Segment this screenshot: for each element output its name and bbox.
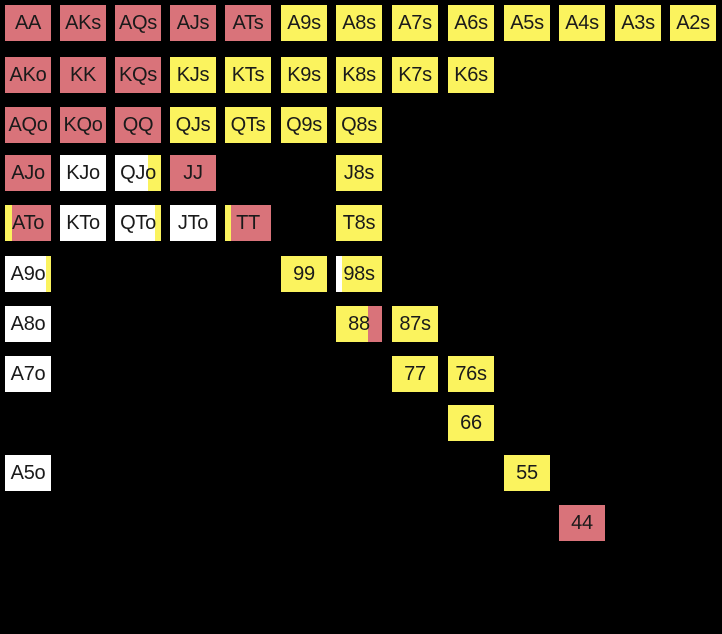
- hand-cell-q8s[interactable]: [334, 105, 384, 145]
- hand-cell-ajs[interactable]: [168, 3, 218, 43]
- hand-cell-jto[interactable]: [168, 203, 218, 243]
- hand-cell-label: KTo: [66, 211, 100, 234]
- hand-cell-a7s[interactable]: [390, 3, 440, 43]
- hand-cell-a8o[interactable]: [3, 304, 53, 344]
- hand-cell-mix-bar: [225, 205, 231, 241]
- hand-cell-kjo[interactable]: [58, 153, 108, 193]
- hand-cell-label: 77: [404, 362, 426, 385]
- hand-cell-ajo[interactable]: [3, 153, 53, 193]
- hand-cell-a6s[interactable]: [446, 3, 496, 43]
- hand-cell-aqo[interactable]: [3, 105, 53, 145]
- hand-cell-a3s[interactable]: [613, 3, 663, 43]
- hand-cell-qts[interactable]: [223, 105, 273, 145]
- hand-cell-aa[interactable]: [3, 3, 53, 43]
- hand-cell-label: A2s: [676, 11, 710, 34]
- hand-cell-label: QTs: [230, 113, 266, 136]
- hand-cell-label: K6s: [454, 63, 488, 86]
- hand-cell-label: KTs: [231, 63, 265, 86]
- hand-cell-label: 76s: [455, 362, 487, 385]
- hand-cell-label: A9s: [287, 11, 321, 34]
- hand-cell-k7s[interactable]: [390, 55, 440, 95]
- hand-cell-k8s[interactable]: [334, 55, 384, 95]
- hand-cell-kto[interactable]: [58, 203, 108, 243]
- hand-cell-label: J8s: [343, 161, 375, 184]
- hand-cell-label: A8s: [342, 11, 376, 34]
- hand-cell-label: Q8s: [341, 113, 377, 136]
- hand-cell-kjs[interactable]: [168, 55, 218, 95]
- hand-cell-label: ATs: [232, 11, 264, 34]
- hand-cell-label: K7s: [398, 63, 432, 86]
- hand-cell-a9s[interactable]: [279, 3, 329, 43]
- hand-cell-label: AQs: [119, 11, 157, 34]
- hand-cell-55[interactable]: [502, 453, 552, 493]
- hand-cell-label: T8s: [342, 211, 376, 234]
- hand-cell-kts[interactable]: [223, 55, 273, 95]
- hand-cell-label: KJs: [176, 63, 210, 86]
- hand-cell-label: 98s: [343, 262, 375, 285]
- hand-cell-aks[interactable]: [58, 3, 108, 43]
- hand-cell-a9o[interactable]: [3, 254, 53, 294]
- hand-cell-label: AA: [14, 11, 42, 34]
- hand-cell-label: ATo: [11, 211, 45, 234]
- hand-cell-label: A7s: [398, 11, 432, 34]
- hand-cell-77[interactable]: [390, 354, 440, 394]
- hand-cell-kqo[interactable]: [58, 105, 108, 145]
- hand-cell-label: 99: [293, 262, 315, 285]
- hand-cell-label: AKs: [65, 11, 101, 34]
- hand-cell-label: K9s: [287, 63, 321, 86]
- hand-cell-label: AJo: [11, 161, 45, 184]
- hand-cell-qq[interactable]: [113, 105, 163, 145]
- hand-cell-99[interactable]: [279, 254, 329, 294]
- hand-cell-kqs[interactable]: [113, 55, 163, 95]
- hand-cell-label: AQo: [8, 113, 48, 136]
- hand-cell-q9s[interactable]: [279, 105, 329, 145]
- hand-cell-a5o[interactable]: [3, 453, 53, 493]
- hand-cell-label: KQs: [119, 63, 157, 86]
- hand-cell-a8s[interactable]: [334, 3, 384, 43]
- hand-cell-label: JJ: [183, 161, 203, 184]
- hand-cell-66[interactable]: [446, 403, 496, 443]
- hand-cell-tt[interactable]: [223, 203, 273, 243]
- hand-cell-label: A3s: [621, 11, 655, 34]
- hand-cell-mix-bar: [336, 256, 342, 292]
- hand-cell-a7o[interactable]: [3, 354, 53, 394]
- hand-cell-aqs[interactable]: [113, 3, 163, 43]
- hand-cell-a4s[interactable]: [557, 3, 607, 43]
- hand-cell-t8s[interactable]: [334, 203, 384, 243]
- hand-cell-label: A8o: [10, 312, 46, 335]
- hand-cell-label: JTo: [177, 211, 209, 234]
- hand-cell-a2s[interactable]: [668, 3, 718, 43]
- hand-cell-mix-bar: [368, 306, 382, 342]
- hand-cell-44[interactable]: [557, 503, 607, 543]
- hand-cell-ats[interactable]: [223, 3, 273, 43]
- hand-cell-ako[interactable]: [3, 55, 53, 95]
- hand-cell-label: KQo: [63, 113, 103, 136]
- hand-cell-qto[interactable]: [113, 203, 163, 243]
- hand-cell-76s[interactable]: [446, 354, 496, 394]
- hand-cell-label: 55: [516, 461, 538, 484]
- hand-cell-87s[interactable]: [390, 304, 440, 344]
- hand-cell-label: TT: [236, 211, 260, 234]
- hand-cell-label: A5s: [510, 11, 544, 34]
- hand-cell-label: A6s: [454, 11, 488, 34]
- hand-cell-a5s[interactable]: [502, 3, 552, 43]
- hand-cell-label: 66: [460, 411, 482, 434]
- hand-cell-label: QQ: [122, 113, 154, 136]
- hand-cell-label: A4s: [565, 11, 599, 34]
- hand-cell-label: K8s: [342, 63, 376, 86]
- hand-cell-label: KK: [69, 63, 97, 86]
- hand-cell-k9s[interactable]: [279, 55, 329, 95]
- hand-cell-label: Q9s: [286, 113, 322, 136]
- hand-cell-98s[interactable]: [334, 254, 384, 294]
- hand-cell-label: 88: [348, 312, 370, 335]
- hand-cell-label: A7o: [10, 362, 46, 385]
- hand-cell-label: QJo: [120, 161, 156, 184]
- hand-cell-ato[interactable]: [3, 203, 53, 243]
- hand-cell-k6s[interactable]: [446, 55, 496, 95]
- hand-cell-label: 87s: [399, 312, 431, 335]
- hand-cell-label: QTo: [120, 211, 156, 234]
- hand-cell-88[interactable]: [334, 304, 384, 344]
- hand-cell-qjo[interactable]: [113, 153, 163, 193]
- hand-cell-label: KJo: [66, 161, 100, 184]
- hand-cell-label: A9o: [10, 262, 46, 285]
- hand-cell-label: 44: [571, 511, 593, 534]
- hand-cell-label: AJs: [176, 11, 210, 34]
- hand-cell-qjs[interactable]: [168, 105, 218, 145]
- hand-cell-jj[interactable]: [168, 153, 218, 193]
- hand-cell-label: A5o: [10, 461, 46, 484]
- hand-cell-mix-bar: [46, 256, 51, 292]
- hand-cell-j8s[interactable]: [334, 153, 384, 193]
- hand-cell-kk[interactable]: [58, 55, 108, 95]
- hand-cell-label: AKo: [9, 63, 47, 86]
- hand-cell-label: QJs: [175, 113, 211, 136]
